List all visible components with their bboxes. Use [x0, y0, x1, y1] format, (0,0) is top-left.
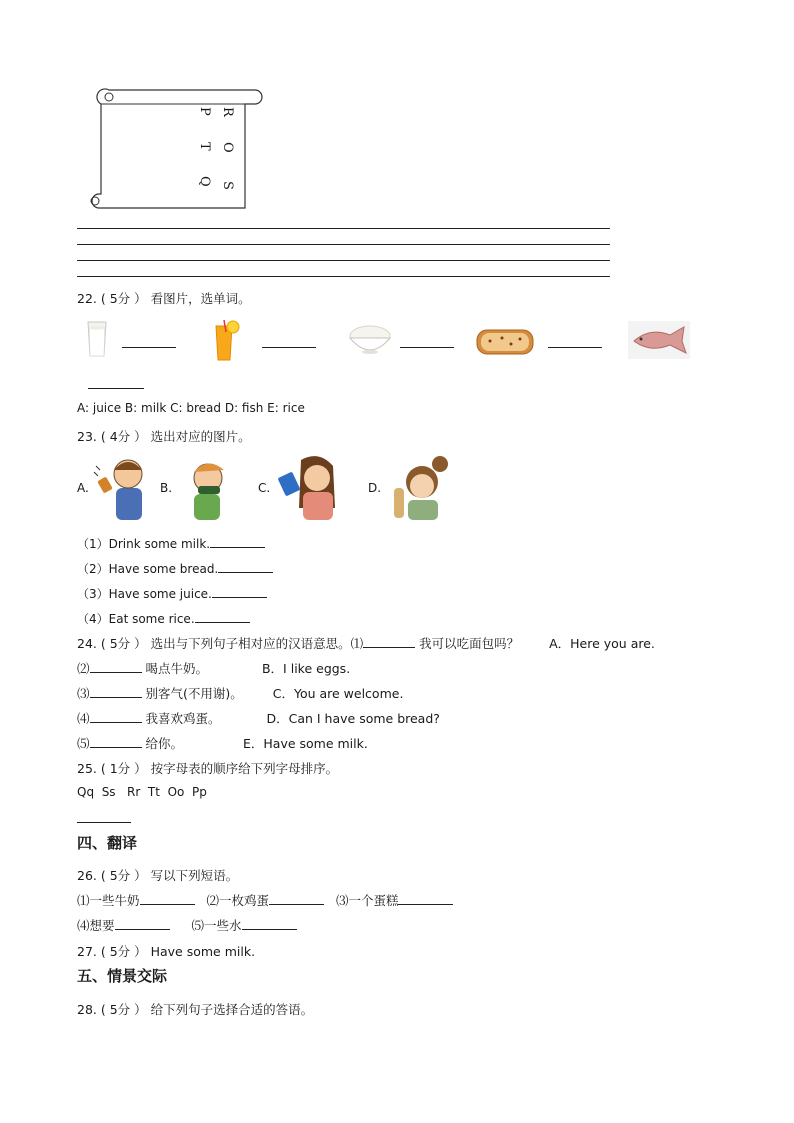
q25-title: 25. ( 1分 ） 按字母表的顺序给下列字母排序。	[77, 761, 339, 776]
q22-title: 22. ( 5分 ） 看图片，选单词。	[77, 291, 251, 306]
q22-options: A: juice B: milk C: bread D: fish E: rice	[77, 401, 305, 415]
q22-blank-2[interactable]	[262, 335, 316, 348]
section-5-heading: 五、情景交际	[77, 967, 168, 985]
q22-blank-1[interactable]	[122, 335, 176, 348]
boy-eating-bread-icon	[180, 456, 236, 522]
q23-item-3: （3）Have some juice.	[77, 585, 267, 602]
q23-item-1: （1）Drink some milk.	[77, 535, 265, 552]
q26-row-2: ⑷想要 ⑸一些水	[77, 916, 297, 934]
q23-blank-4[interactable]	[195, 610, 250, 623]
q22-blank-3[interactable]	[400, 335, 454, 348]
q26-blank-5[interactable]	[242, 917, 297, 930]
q23-label-a: A.	[77, 481, 89, 495]
orange-juice-icon	[210, 320, 240, 362]
q22-blank-5[interactable]	[88, 376, 144, 389]
q26-blank-3[interactable]	[398, 892, 453, 905]
letter-scroll	[85, 86, 265, 214]
writing-line	[77, 260, 610, 261]
q24-row-3: ⑶ 别客气(不用谢)。 C．You are welcome.	[77, 686, 404, 701]
q24-row-5: ⑸ 给你。 E．Have some milk.	[77, 736, 368, 751]
q22-blank-4[interactable]	[548, 335, 602, 348]
q23-item-2: （2）Have some bread.	[77, 560, 273, 577]
bread-loaf-icon	[475, 324, 535, 358]
q24-blank-3[interactable]	[90, 685, 142, 698]
q24-title: 24. ( 5分 ） 选出与下列句子相对应的汉语意思。⑴ 我可以吃面包吗？ A．Here you are.	[77, 636, 655, 651]
q27-title: 27. ( 5分 ） Have some milk.	[77, 944, 256, 959]
q23-blank-1[interactable]	[210, 535, 265, 548]
q23-blank-2[interactable]	[218, 560, 273, 573]
q26-row-1: ⑴一些牛奶 ⑵一枚鸡蛋 ⑶一个蛋糕	[77, 891, 453, 909]
boy-drinking-icon	[90, 452, 152, 522]
q24-row-2: ⑵ 喝点牛奶。 B．I like eggs.	[77, 661, 351, 676]
q26-blank-2[interactable]	[269, 892, 324, 905]
q25-letters: Qq Ss Rr Tt Oo Pp	[77, 785, 207, 799]
q26-title: 26. ( 5分 ） 写以下列短语。	[77, 868, 239, 883]
writing-line	[77, 276, 610, 277]
girl-drinking-milk-icon	[275, 452, 345, 522]
q23-label-b: B.	[160, 481, 173, 495]
rice-bowl-icon	[347, 322, 393, 358]
milk-glass-icon	[85, 320, 109, 358]
q28-title: 28. ( 5分 ） 给下列句子选择合适的答语。	[77, 1002, 314, 1017]
scroll-letter-s: S	[220, 181, 235, 190]
scroll-letter-p: P	[197, 107, 212, 116]
q23-title: 23. ( 4分 ） 选出对应的图片。	[77, 429, 251, 444]
q24-blank-4[interactable]	[90, 710, 142, 723]
girl-with-bread-icon	[386, 454, 454, 522]
writing-line	[77, 228, 610, 229]
q23-label-c: C.	[258, 481, 271, 495]
scroll-icon	[85, 86, 265, 214]
q24-blank-1[interactable]	[363, 635, 415, 648]
scroll-letter-t: T	[197, 142, 212, 151]
q26-blank-4[interactable]	[115, 917, 170, 930]
q24-row-4: ⑷ 我喜欢鸡蛋。 D．Can I have some bread?	[77, 711, 440, 726]
q26-blank-1[interactable]	[140, 892, 195, 905]
q23-item-4: （4）Eat some rice.	[77, 610, 250, 627]
section-4-heading: 四、翻译	[77, 834, 138, 852]
q23-label-d: D.	[368, 481, 382, 495]
q25-blank[interactable]	[77, 810, 131, 823]
scroll-letter-o: O	[220, 142, 235, 153]
scroll-letter-r: R	[220, 107, 235, 117]
writing-line	[77, 244, 610, 245]
q24-blank-5[interactable]	[90, 735, 142, 748]
q24-blank-2[interactable]	[90, 660, 142, 673]
q23-blank-3[interactable]	[212, 585, 267, 598]
fish-icon	[628, 321, 690, 359]
scroll-letter-q: Q	[197, 176, 212, 187]
